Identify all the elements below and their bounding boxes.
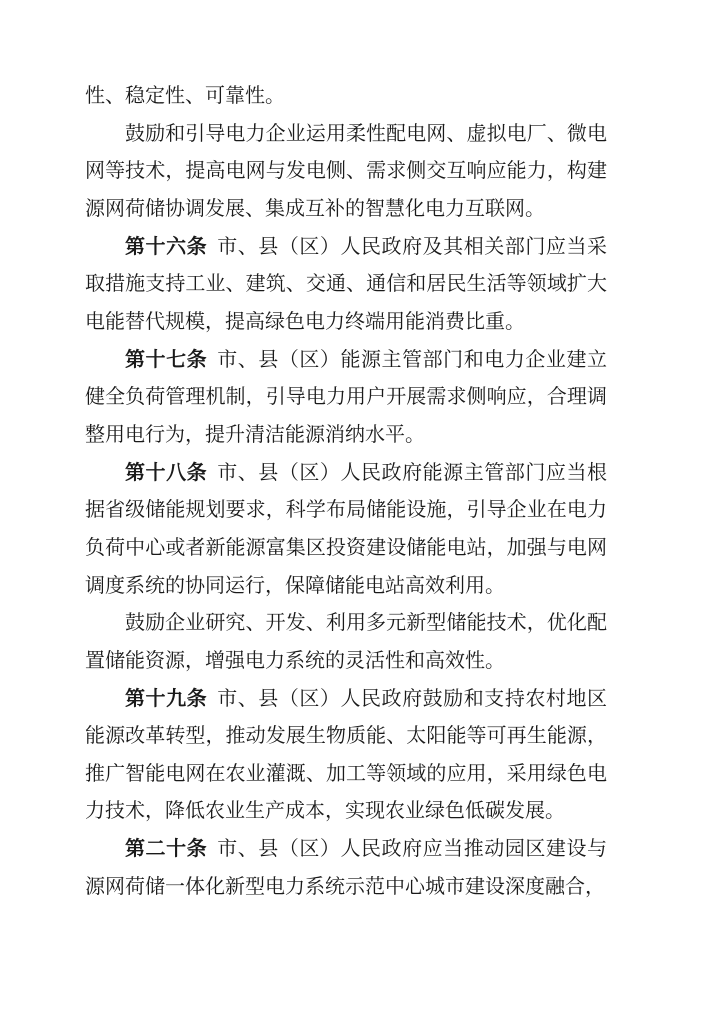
article-paragraph [85, 342, 607, 455]
paragraph-text: 市、县（区）人民政府能源主管部门应当根据省级储能规划要求，科学布局储能设施，引导企业在电力负荷中心或者新能源富集区投资建设储能电站，加强与电网调度系统的协同运行，保障储能电站高效利用。 [85, 461, 608, 597]
article-paragraph [85, 681, 607, 832]
article-number: 第二十条 [125, 838, 208, 861]
body-paragraph [85, 605, 607, 680]
paragraph-text: 市、县（区）能源主管部门和电力企业建立健全负荷管理机制，引导电力用户开展需求侧响应，合理调整用电行为，提升清洁能源消纳水平。 [85, 348, 608, 446]
article-number: 第十九条 [125, 687, 208, 710]
paragraph-text: 市、县（区）人民政府鼓励和支持农村地区能源改革转型，推动发展生物质能、太阳能等可再生能源，推广智能电网在农业灌溉、加工等领域的应用，采用绿色电力技术，降低农业生产成本，实现农业绿色低碳发展。 [85, 687, 608, 823]
body-paragraph [85, 78, 607, 116]
article-paragraph [85, 229, 607, 342]
article-number: 第十八条 [125, 461, 208, 484]
paragraph-text: 性、稳定性、可靠性。 [85, 85, 285, 107]
paragraph-text: 鼓励和引导电力企业运用柔性配电网、虚拟电厂、微电网等技术，提高电网与发电侧、需求侧交互响应能力，构建源网荷储协调发展、集成互补的智慧化电力互联网。 [85, 122, 607, 220]
article-paragraph [85, 831, 607, 906]
paragraph-text: 市、县（区）人民政府及其相关部门应当采取措施支持工业、建筑、交通、通信和居民生活等领域扩大电能替代规模，提高绿色电力终端用能消费比重。 [85, 235, 608, 333]
article-number: 第十七条 [125, 348, 208, 371]
paragraph-text: 市、县（区）人民政府应当推动园区建设与源网荷储一体化新型电力系统示范中心城市建设深度融合， [85, 838, 608, 898]
article-paragraph [85, 455, 607, 606]
body-paragraph [85, 116, 607, 229]
paragraph-text: 鼓励企业研究、开发、利用多元新型储能技术，优化配置储能资源，增强电力系统的灵活性和高效性。 [85, 612, 607, 672]
article-number: 第十六条 [125, 235, 208, 258]
document-text [85, 78, 607, 906]
